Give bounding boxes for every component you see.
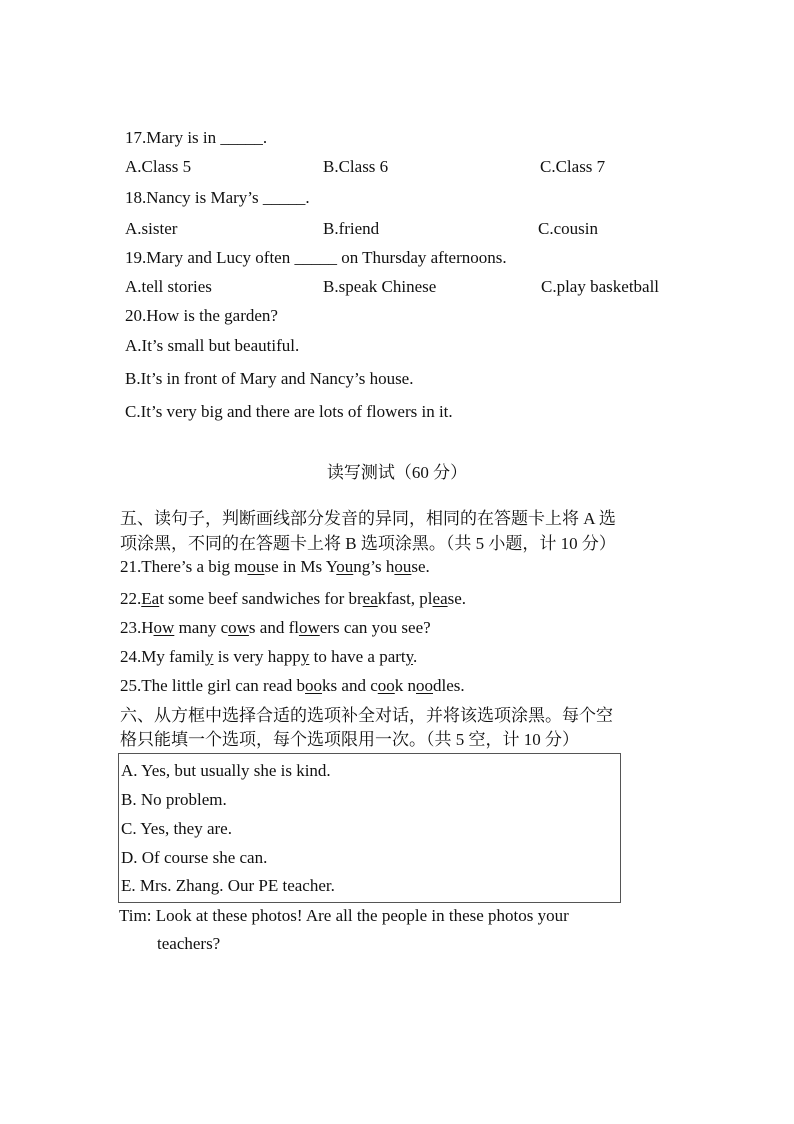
q21-underlined: ou [336, 557, 354, 576]
part5-instruction-line2: 项涂黑，不同的在答题卡上将 B 选项涂黑。（共 5 小题，计 10 分） [120, 534, 616, 553]
q25-text: dles. [433, 676, 465, 695]
q24-underlined: y [205, 647, 214, 666]
q22-underlined: Ea [141, 589, 160, 608]
q22-underlined: ea [362, 589, 378, 608]
option-a: A. Yes, but usually she is kind. [121, 761, 331, 780]
question-19-option-a: A.tell stories [125, 277, 212, 296]
q24-underlined: y [300, 647, 310, 666]
question-22 [120, 589, 466, 609]
q22-text: t some beef sandwiches for br [159, 589, 363, 608]
question-17-option-a: A.Class 5 [125, 157, 192, 176]
question-20-option-a: A.It’s small but beautiful. [125, 336, 300, 355]
q24-text: 24.My famil [120, 647, 205, 666]
q25-underlined: oo [305, 676, 323, 695]
q23-text: 23.H [120, 618, 154, 637]
question-17-option-b: B.Class 6 [323, 157, 389, 176]
q23-text: ers can you see? [319, 618, 431, 637]
options-box [118, 753, 621, 903]
q24-text: is very happ [213, 647, 301, 666]
question-19-option-c: C.play basketball [541, 277, 660, 296]
q21-text: se. [411, 557, 430, 576]
q23-underlined: ow [153, 618, 175, 637]
question-18-option-c: C.cousin [538, 219, 598, 238]
q21-underlined: ou [394, 557, 412, 576]
q23-underlined: ow [228, 618, 249, 637]
q25-text: ks and c [322, 676, 378, 695]
q21-underlined: ou [247, 557, 265, 576]
q22-underlined: ea [432, 589, 448, 608]
question-18-option-b: B.friend [323, 219, 380, 238]
question-18-option-a: A.sister [125, 219, 178, 238]
q25-underlined: oo [377, 676, 395, 695]
q21-text: se in Ms Y [264, 557, 337, 576]
part6-instruction-line2: 格只能填一个选项，每个选项限用一次。（共 5 空，计 10 分） [120, 730, 579, 749]
question-18-stem: 18.Nancy is Mary’s _____. [125, 188, 310, 207]
q21-text: 21.There’s a big m [120, 557, 248, 576]
part5-instruction-line1: 五、读句子，判断画线部分发音的异同，相同的在答题卡上将 A 选 [120, 509, 616, 528]
question-23 [120, 618, 431, 638]
section-title: 读写测试（60 分） [326, 463, 468, 482]
part6-instruction-line1: 六、从方框中选择合适的选项补全对话，并将该选项涂黑。每个空 [120, 706, 613, 725]
q25-underlined: oo [416, 676, 434, 695]
question-20-option-b: B.It’s in front of Mary and Nancy’s house. [125, 369, 414, 388]
question-19-option-b: B.speak Chinese [323, 277, 437, 296]
q24-text: . [413, 647, 418, 666]
q21-text: ng’s h [353, 557, 395, 576]
q22-text: kfast, pl [377, 589, 433, 608]
question-24 [120, 647, 417, 667]
option-c: C. Yes, they are. [121, 819, 232, 838]
q22-text: se. [447, 589, 467, 608]
q23-text: many c [174, 618, 229, 637]
question-20-option-c: C.It’s very big and there are lots of flowers in it. [125, 402, 453, 421]
question-19-stem: 19.Mary and Lucy often _____ on Thursday afternoons. [125, 248, 507, 267]
q24-text: to have a part [309, 647, 406, 666]
question-20-stem: 20.How is the garden? [125, 306, 278, 325]
question-17-option-c: C.Class 7 [540, 157, 606, 176]
option-d: D. Of course she can. [121, 848, 268, 867]
dialog-tim-line1: Tim: Look at these photos! Are all the people in these photos your [119, 906, 569, 925]
q23-underlined: ow [298, 618, 320, 637]
q25-text: 25.The little girl can read b [120, 676, 306, 695]
question-21 [120, 557, 430, 577]
option-b: B. No problem. [121, 790, 227, 809]
q22-text: 22. [120, 589, 142, 608]
q25-text: k n [394, 676, 417, 695]
option-e: E. Mrs. Zhang. Our PE teacher. [121, 876, 335, 895]
q23-text: s and fl [248, 618, 299, 637]
question-17-stem: 17.Mary is in _____. [125, 128, 268, 147]
dialog-tim-line2: teachers? [157, 934, 221, 953]
q24-underlined: y [405, 647, 414, 666]
question-25 [120, 676, 465, 696]
